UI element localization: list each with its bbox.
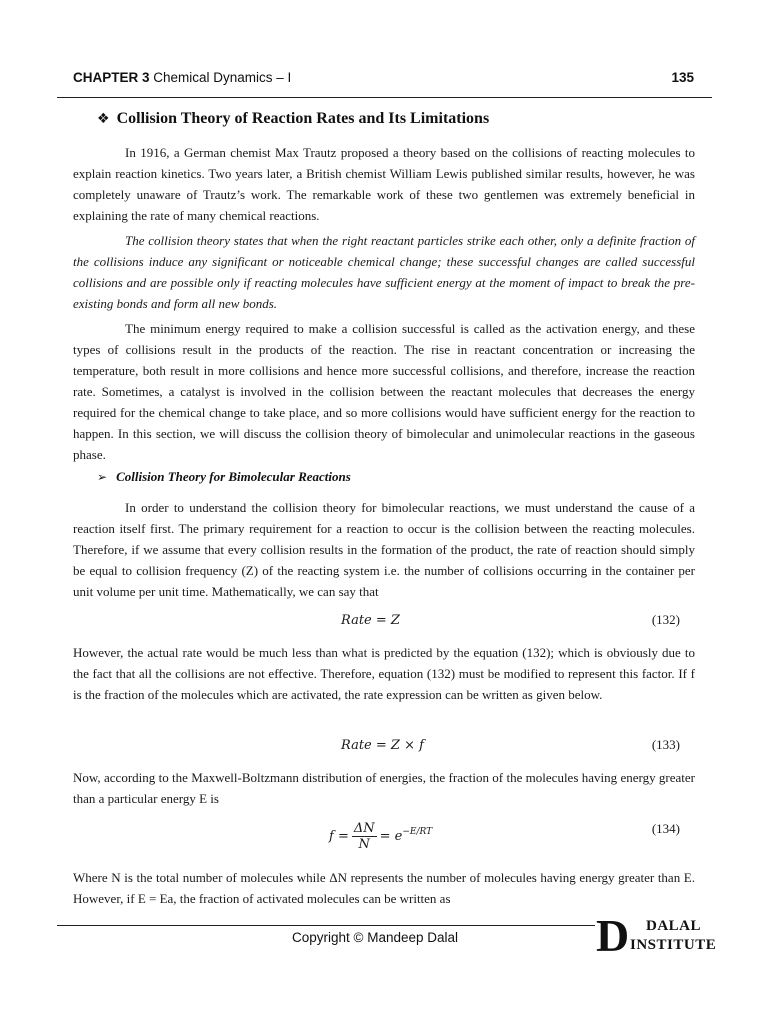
paragraph-activated-fraction: Where N is the total number of molecules while ΔN represents the number of molecules having energy greater than E. However, if E = Ea, the fraction of activated molecules can be written as [73, 870, 695, 906]
equation-134-expression [329, 821, 432, 852]
equation-132 [73, 612, 695, 638]
section-title [97, 110, 657, 128]
equation-132-number: (132) [651, 612, 680, 627]
dalal-institute-logo [596, 910, 726, 963]
equation-134-numerator: ΔN [353, 821, 375, 836]
page-header [73, 70, 694, 90]
paragraph-theory-statement: The collision theory states that when the right reactant particles strike each other, only a definite fraction of the collisions induce any significant or noticeable chemical change; these successful changes are called successful collisions and are possible only if reacting molecules have sufficient energy at the moment of impact to break the pre-existing bonds and form all new bonds. [73, 233, 695, 311]
paragraph-maxwell-boltzmann: Now, according to the Maxwell-Boltzmann distribution of energies, the fraction of the molecules having energy greater than a particular energy E is [73, 770, 695, 806]
diamond-bullet-icon: ❖ [97, 111, 110, 127]
footer-rule [57, 925, 595, 926]
equation-132-expression: Rate = Z [341, 613, 400, 628]
equation-133-number: (133) [651, 737, 680, 752]
chapter-title: Chemical Dynamics – I [149, 70, 292, 85]
equation-134-lhs: f = [329, 829, 349, 844]
equation-134-number: (134) [651, 821, 680, 836]
equation-133 [73, 737, 695, 763]
equation-134-exponent: −E/RT [402, 827, 433, 837]
equation-133-expression: Rate = Z × f [341, 738, 424, 753]
arrow-bullet-icon: ➢ [97, 470, 108, 484]
header-rule [57, 97, 712, 98]
footer-copyright: Copyright © Mandeep Dalal [292, 930, 459, 945]
paragraph-bimolecular: In order to understand the collision theory for bimolecular reactions, we must understand the cause of a reaction itself first. The primary requirement for a reaction to occur is the collision between the reacting molecules. Therefore, if we assume that every collision results in the formation of the product, the rate of reaction should simply be equal to collision frequency (Z) of the reacting system i.e. the number of collisions occurring in the container per unit volume per unit time. Mathematically, we can say that [73, 500, 695, 599]
subsection-title-text: Collision Theory for Bimolecular Reactions [116, 469, 351, 484]
section-title-text: Collision Theory of Reaction Rates and Its Limitations [116, 110, 490, 127]
paragraph-intro: In 1916, a German chemist Max Trautz proposed a theory based on the collisions of reacting molecules to explain reaction kinetics. Two years later, a British chemist William Lewis published similar results, however, he was completely unaware of Trautz’s work. The remarkable work of these two gentlemen was extremely beneficial in explaining the rate of many chemical reactions. [73, 145, 695, 223]
equation-134-denominator: N [358, 837, 370, 852]
logo-line-2: INSTITUTE [630, 937, 717, 953]
logo-line-1: DALAL [646, 918, 702, 934]
page-number: 135 [671, 70, 694, 85]
subsection-title [97, 469, 597, 485]
chapter-label: CHAPTER 3 [73, 70, 150, 85]
equation-134-middle: = e [379, 829, 403, 844]
equation-134 [73, 818, 695, 858]
paragraph-activation-energy: The minimum energy required to make a collision successful is called as the activation energy, and these types of collisions result in the products of the reaction. The rise in reactant concentration or increasing the temperature, both result in more collisions and hence more successful collisions, and therefore, increase the reaction rate. Sometimes, a catalyst is involved in the collision between the reactant molecules that decreases the energy required for the chemical change to take place, and so more collisions would have sufficient energy for the reaction to happen. In this section, we will discuss the collision theory of bimolecular and unimolecular reactions in the gaseous phase. [73, 321, 695, 462]
equation-134-fraction [352, 821, 377, 852]
logo-letter: D [596, 910, 630, 961]
paragraph-actual-rate: However, the actual rate would be much less than what is predicted by the equation (132); which is obviously due to the fact that all the collisions are not effective. Therefore, equation (132) must be modified to represent this factor. If f is the fraction of the molecules which are activated, the rate expression can be written as given below. [73, 645, 695, 702]
